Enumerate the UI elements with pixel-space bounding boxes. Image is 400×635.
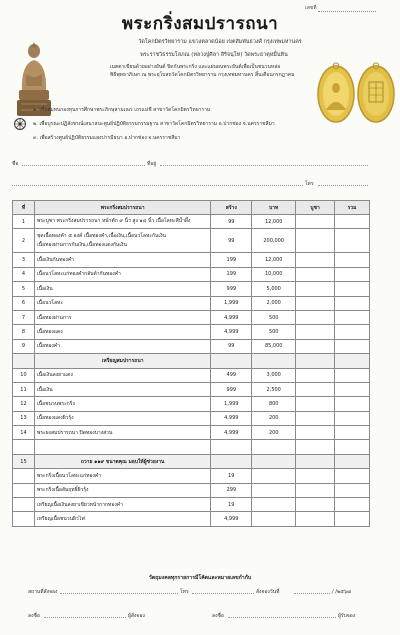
footer-phone-field[interactable]	[192, 593, 254, 594]
table-row: เหรียญเนื้อชนวนผิวไฟ 4,999	[13, 512, 370, 526]
objective-1: ๑. เพื่อสมทบกองทุนการศึกษาพระภิกษุสามเณร เถรแม่ชี สาขาวัดโคกมิตรวิทยาราม	[33, 107, 211, 113]
objective-3: ๓. เพื่อสร้างศูนย์ปฏิบัติธรรมแสงปารมีธนา อ.ปากช่อง จ.นครราชสีมา	[33, 135, 181, 141]
donation-items-table	[12, 200, 370, 527]
phone-label: โทร	[305, 181, 314, 187]
address-label: ที่อยู่	[147, 161, 157, 167]
name-field[interactable]	[22, 165, 145, 166]
col-baht: บาท	[252, 201, 296, 215]
table-row: 14 พระผงสมปรารถนา ปิดทองบางส่วน 4,999 200	[13, 426, 370, 440]
order-cell[interactable]	[296, 325, 335, 339]
order-cell[interactable]	[296, 282, 335, 296]
table-row: 13 เนื้อทองแดงผิวรุ้ง 4,999 200	[13, 411, 370, 425]
total-cell[interactable]	[335, 267, 370, 281]
order-cell[interactable]	[296, 267, 335, 281]
order-cell[interactable]	[296, 339, 335, 353]
order-place-field[interactable]	[60, 593, 178, 594]
order-cell[interactable]	[296, 382, 335, 396]
table-row: 1 พระบูชา พระกริ่งสมปรารถนา หน้าตัก ๙ นิ้ว สูง ๑๔ นิ้ว เนื้อโลหะสีน้ำผึ้ง 99 12,000	[13, 215, 370, 229]
order-date-label: สั่งจองวันที่	[256, 589, 280, 595]
order-cell[interactable]	[296, 296, 335, 310]
total-cell[interactable]	[335, 229, 370, 253]
temple-line: วัดโคกมิตรวิทยาราม แขวงตลาดน้อย เขตสัมพันธวงศ์ กรุงเทพมหานคร	[138, 39, 302, 45]
signature-right-field[interactable]	[228, 617, 336, 618]
total-cell[interactable]	[335, 368, 370, 382]
phone-field[interactable]	[318, 185, 368, 186]
total-cell[interactable]	[335, 282, 370, 296]
signature-right-label: ลงชื่อ	[212, 613, 224, 619]
total-cell[interactable]	[335, 397, 370, 411]
table-row: 9 เนื้อทองคำ 99 85,000	[13, 339, 370, 353]
order-cell[interactable]	[296, 368, 335, 382]
section-row: 15 ถวาย ๑๑๙ ขนาดคุณ มอบให้ผู้ช่วยงาน	[13, 454, 370, 468]
table-row: 11 เนื้อเงิน 999 2,500	[13, 382, 370, 396]
total-cell[interactable]	[335, 426, 370, 440]
order-cell[interactable]	[296, 397, 335, 411]
total-cell[interactable]	[335, 411, 370, 425]
orderer-label: ผู้สั่งจอง	[128, 613, 145, 619]
intro-paragraph	[110, 63, 325, 79]
doc-number-label: เลขที่	[305, 5, 317, 11]
table-row: 6 เนื้อนวโลหะ 1,999 2,000	[13, 296, 370, 310]
table-row: 12 เนื้อชนวนพระกริ่ง 1,999 800	[13, 397, 370, 411]
abbot-line: พระราชวิธรรมโสภณ (หลวงปู่ศิลา สิริจนฺโท) วัดพระธาตุหมื่นหิน	[140, 52, 288, 58]
objective-2: ๒. เพื่อบูรณะปฏิสังขรณ์เสนาสนะศูนย์ปฏิบัติธรรมกรรมฐาน สาขาวัดโคกมิตรวิทยาราม อ.ปากช่อง จ.นครราชสีมา	[33, 121, 275, 127]
order-cell[interactable]	[296, 229, 335, 253]
table-row: พระกริ่งเนื้อนวโลหะแก่ทองคำ 19	[13, 469, 370, 483]
col-item: พระกริ่งสมปรารถนา	[34, 201, 210, 215]
col-total: รวม	[335, 201, 370, 215]
page-title: พระกริ่งสมปรารถนา	[121, 14, 279, 34]
total-cell[interactable]	[335, 310, 370, 324]
signature-left-field[interactable]	[44, 617, 126, 618]
total-cell[interactable]	[335, 339, 370, 353]
total-cell[interactable]	[335, 382, 370, 396]
table-row: 2 ชุดเนื้อทองคำ ๕ องค์ เนื้อทองคำ,เนื้อเงิน,เนื้อนวโลหะกันเงิน เนื้อทองผ่านการกันเงิน,เนื้อทองแดงกันเงิน 99 200,000	[13, 229, 370, 253]
dharma-wheel-icon	[13, 117, 27, 131]
total-cell[interactable]	[335, 325, 370, 339]
order-cell[interactable]	[296, 440, 335, 454]
table-row: 8 เนื้อทองแดง 4,999 500	[13, 325, 370, 339]
gold-medal-image	[316, 60, 398, 126]
order-cell[interactable]	[296, 215, 335, 229]
total-cell[interactable]	[335, 440, 370, 454]
order-cell[interactable]	[296, 411, 335, 425]
table-row	[13, 440, 370, 454]
address-field-2[interactable]	[12, 185, 303, 186]
footer-title: วัตถุมงคลทุกรายการมีโค้ดและหมายเลขกำกับ	[148, 575, 252, 581]
total-cell[interactable]	[335, 253, 370, 267]
table-row: 5 เนื้อเงิน 999 5,000	[13, 282, 370, 296]
receiver-label: ผู้รับจอง	[338, 613, 356, 619]
intro-line-1: เมตตาเขียนด้วยอย่างยันต์ ปิดกันพระกริ่ง และแผ่นผนพระยันต์เพื่อเป็นชนวนหล่อ	[110, 64, 281, 70]
table-row: พระกริ่งเนื้อสัมฤทธิ์ผิวรุ้ง 299	[13, 483, 370, 497]
section-gift-label: ถวาย ๑๑๙ ขนาดคุณ มอบให้ผู้ช่วยงาน	[34, 454, 210, 468]
table-row: เหรียญเนื้อเงินลงยาเขียวหน้ากากทองคำ 19	[13, 498, 370, 512]
table-row: 3 เนื้อเงินกันทองคำ 199 12,000	[13, 253, 370, 267]
total-cell[interactable]	[335, 215, 370, 229]
order-cell[interactable]	[296, 310, 335, 324]
order-place-label: สถานที่สั่งจอง	[28, 589, 58, 595]
col-no: ที่	[13, 201, 35, 215]
order-date-field[interactable]	[294, 593, 330, 594]
table-header-row	[13, 201, 370, 215]
section-coins-label: เหรียญสมปรารถนา	[34, 354, 210, 368]
table-row: 10 เนื้อเงินลงยาแดง 499 3,000	[13, 368, 370, 382]
order-year: / /๒๕๖๗	[332, 589, 351, 595]
order-cell[interactable]	[296, 253, 335, 267]
footer-phone-label: โทร	[180, 589, 189, 595]
total-cell[interactable]	[335, 296, 370, 310]
table-row: 4 เนื้อนวโลหะแก่ทองคำกลับด้ากันทองคำ 199 10,000	[13, 267, 370, 281]
name-label: ชื่อ	[12, 161, 19, 167]
address-field[interactable]	[160, 165, 368, 166]
intro-line-2: พิธีพุทธาภิเษก ณ พระอุโบสถวัดโคกมิตรวิทยาราม กรุงเทพมหานคร สิ้นเดือนกรกฎาคม	[110, 72, 295, 78]
col-created: สร้าง	[211, 201, 252, 215]
signature-left-label: ลงชื่อ	[28, 613, 40, 619]
col-worship: บูชา	[296, 201, 335, 215]
table-row: 7 เนื้อทองผ่านการ 4,999 500	[13, 310, 370, 324]
section-row	[13, 354, 370, 368]
order-cell[interactable]	[296, 426, 335, 440]
